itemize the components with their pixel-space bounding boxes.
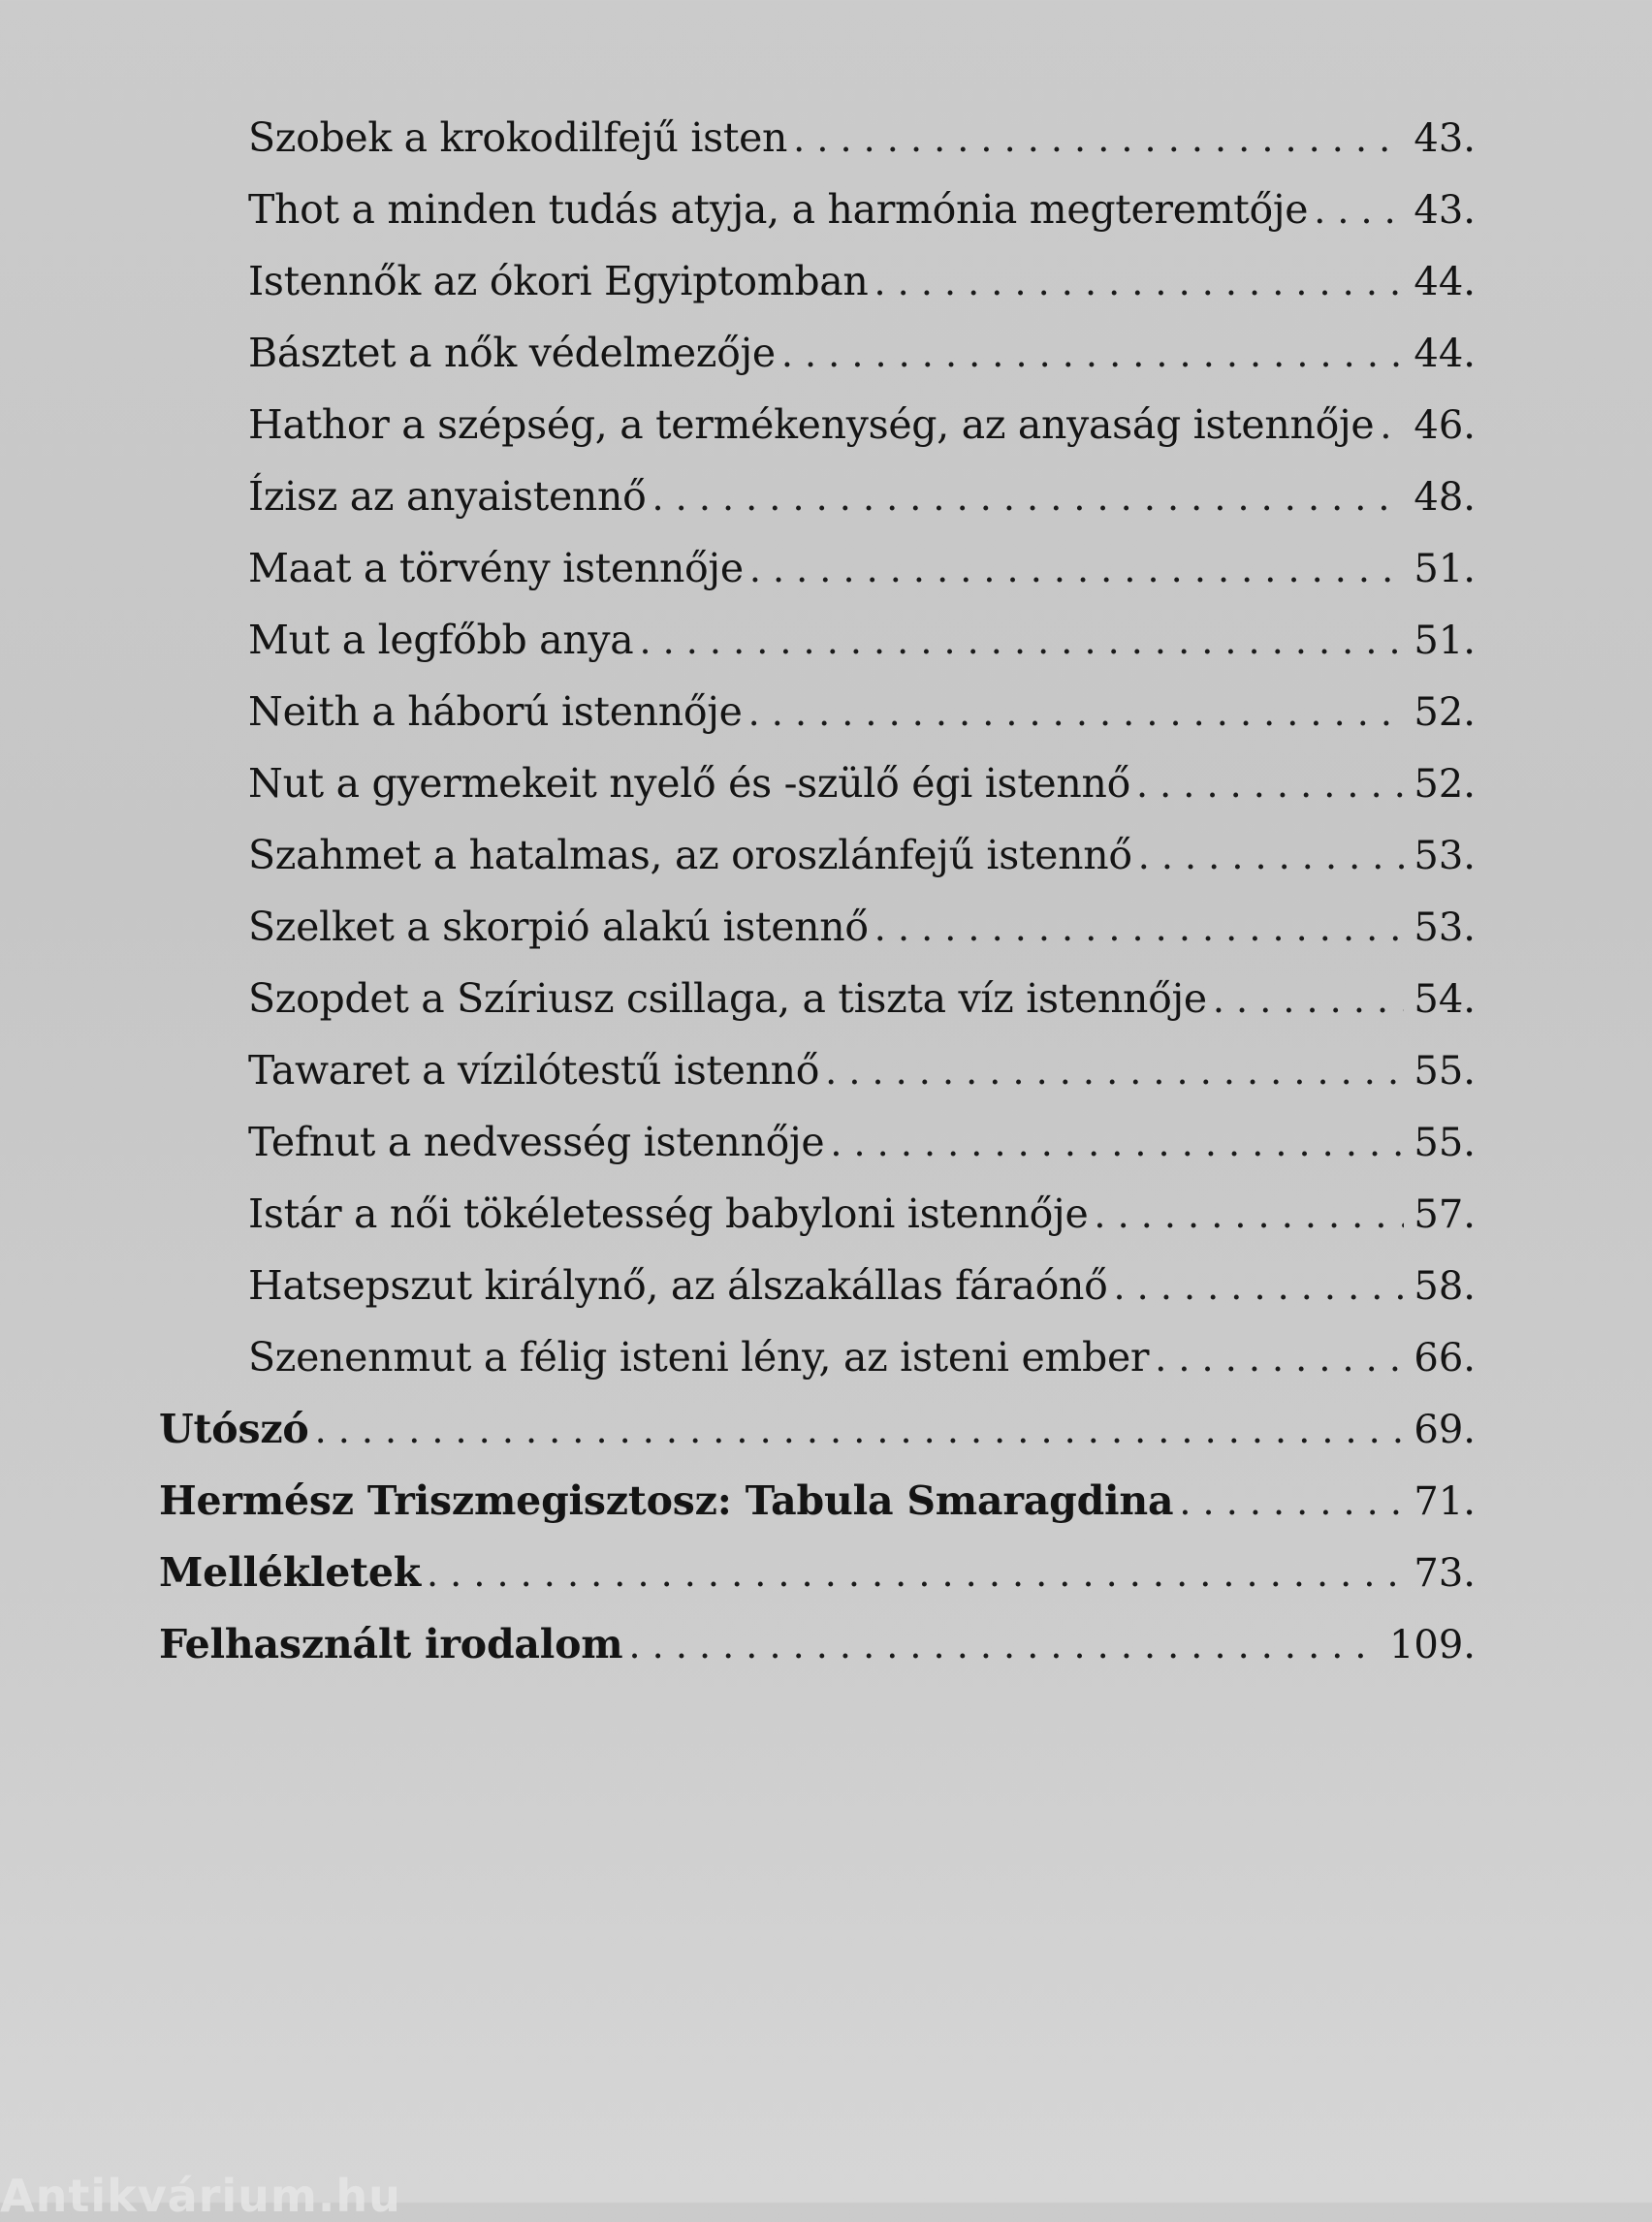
toc-chapter-title: Mellékletek (159, 1549, 422, 1596)
dot-leader (629, 1624, 1380, 1666)
toc-entry (0, 258, 1476, 330)
dot-leader (781, 333, 1405, 375)
toc-entry-title: Maat a törvény istennője (248, 545, 744, 591)
toc-entry-title: Hatsepszut királynő, az álszakállas fáraónő (248, 1262, 1108, 1309)
toc-page-number: 53. (1414, 905, 1476, 950)
dot-leader (1314, 189, 1404, 232)
toc-page-number: 52. (1414, 690, 1476, 735)
dot-leader (1094, 1193, 1404, 1236)
toc-entry (0, 760, 1476, 832)
toc-entry (0, 617, 1476, 688)
toc-page-number: 53. (1414, 834, 1476, 878)
toc-entry-title: Hathor a szépség, a termékenység, az anyaság istennője (248, 401, 1375, 448)
toc-page-number: 54. (1414, 977, 1476, 1022)
toc-page-number: 109. (1388, 1623, 1476, 1667)
table-of-contents (0, 114, 1652, 1693)
toc-page-number: 44. (1414, 332, 1476, 376)
toc-entry-title: Szopdet a Szíriusz csillaga, a tiszta víz istennője (248, 975, 1207, 1022)
toc-entry-title: Mut a legfőbb anya (248, 617, 634, 663)
toc-page-number: 69. (1414, 1408, 1476, 1452)
toc-entry (0, 1262, 1476, 1334)
toc-chapter-title: Hermész Triszmegisztosz: Tabula Smaragdina (159, 1477, 1174, 1524)
dot-leader (1136, 763, 1404, 806)
toc-entry (0, 114, 1476, 186)
toc-entry-title: Tawaret a vízilótestű istennő (248, 1047, 820, 1094)
toc-page-number: 57. (1414, 1192, 1476, 1237)
toc-page-number: 55. (1414, 1049, 1476, 1094)
toc-entry (0, 1334, 1476, 1406)
toc-entry (0, 975, 1476, 1047)
dot-leader (1179, 1480, 1404, 1523)
toc-entry (0, 1047, 1476, 1119)
toc-entry-title: Neith a háború istennője (248, 688, 743, 735)
toc-entry-title: Ízisz az anyaistennő (248, 473, 647, 520)
toc-page-number: 46. (1414, 403, 1476, 448)
toc-page-number: 55. (1414, 1121, 1476, 1165)
dot-leader (748, 691, 1405, 734)
dot-leader (874, 261, 1405, 303)
toc-page-number: 48. (1414, 475, 1476, 520)
dot-leader (749, 548, 1405, 590)
dot-leader (830, 1122, 1404, 1164)
toc-chapter-title: Utószó (159, 1406, 309, 1452)
dot-leader (793, 117, 1404, 160)
toc-entry-title: Thot a minden tudás atyja, a harmónia megteremtője (248, 186, 1309, 233)
toc-entry-title: Istár a női tökéletesség babyloni istennője (248, 1190, 1089, 1237)
dot-leader (825, 1050, 1404, 1093)
toc-page-number: 52. (1414, 762, 1476, 807)
dot-leader (1380, 404, 1404, 447)
watermark: Antikvárium.hu (0, 2170, 401, 2222)
dot-leader (639, 619, 1404, 662)
toc-entry-title: Szobek a krokodilfejű isten (248, 114, 788, 161)
toc-entry-title: Básztet a nők védelmezője (248, 330, 776, 376)
toc-entry (0, 832, 1476, 904)
toc-chapter-entry (0, 1477, 1476, 1549)
toc-page-number: 51. (1414, 619, 1476, 663)
dot-leader (1213, 978, 1404, 1021)
toc-entry (0, 1190, 1476, 1262)
toc-page-number: 43. (1414, 116, 1476, 161)
dot-leader (652, 476, 1405, 519)
toc-page-number: 71. (1414, 1479, 1476, 1524)
toc-page-number: 73. (1414, 1551, 1476, 1596)
dot-leader (315, 1409, 1405, 1451)
toc-page-number: 44. (1414, 260, 1476, 304)
toc-entry-title: Nut a gyermekeit nyelő és -szülő égi istennő (248, 760, 1130, 807)
toc-chapter-entry (0, 1621, 1476, 1693)
dot-leader (874, 906, 1405, 949)
dot-leader (427, 1552, 1404, 1595)
toc-entry (0, 545, 1476, 617)
toc-entry (0, 186, 1476, 258)
toc-page-number: 58. (1414, 1264, 1476, 1309)
toc-page-number: 43. (1414, 188, 1476, 233)
toc-chapter-title: Felhasznált irodalom (159, 1621, 623, 1667)
toc-chapter-entry (0, 1406, 1476, 1477)
toc-entry-title: Istennők az ókori Egyiptomban (248, 258, 869, 304)
toc-page-number: 51. (1414, 547, 1476, 591)
toc-entry (0, 330, 1476, 401)
dot-leader (1114, 1265, 1405, 1308)
toc-page-number: 66. (1414, 1336, 1476, 1381)
toc-entry-title: Szelket a skorpió alakú istennő (248, 904, 869, 950)
toc-entry (0, 401, 1476, 473)
toc-chapter-entry (0, 1549, 1476, 1621)
toc-entry (0, 1119, 1476, 1190)
toc-entry-title: Szenenmut a félig isteni lény, az isteni ember (248, 1334, 1150, 1381)
toc-entry-title: Tefnut a nedvesség istennője (248, 1119, 825, 1165)
toc-entry (0, 904, 1476, 975)
dot-leader (1138, 835, 1405, 877)
toc-entry-title: Szahmet a hatalmas, az oroszlánfejű istennő (248, 832, 1132, 878)
dot-leader (1155, 1337, 1404, 1380)
toc-entry (0, 473, 1476, 545)
toc-entry (0, 688, 1476, 760)
